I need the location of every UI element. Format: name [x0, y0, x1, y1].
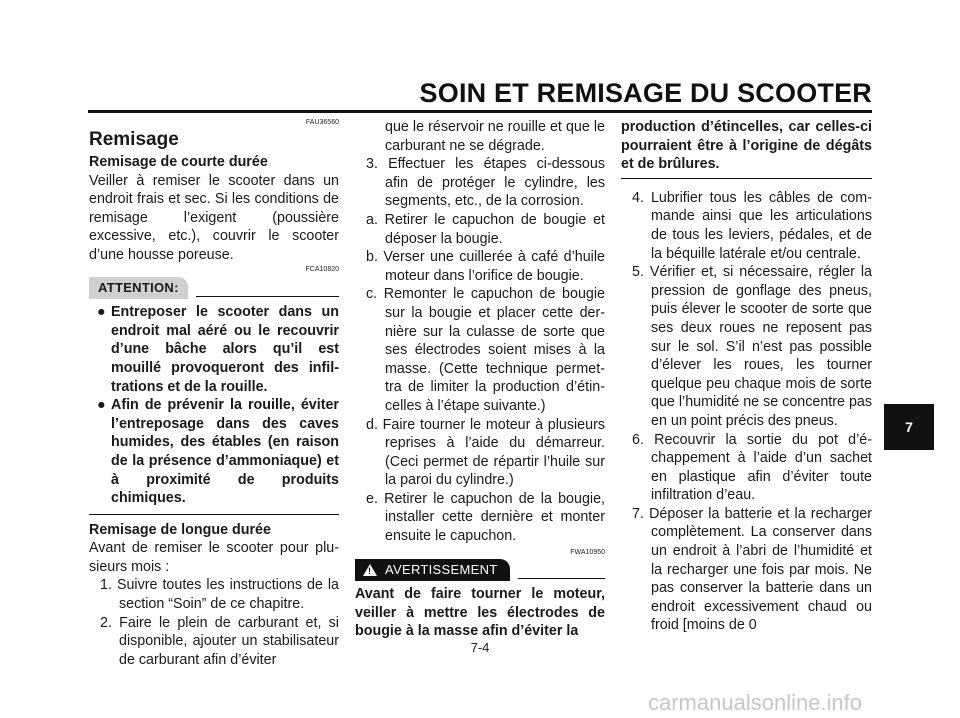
- header-rule: [88, 110, 872, 113]
- substep-letter: b.: [366, 249, 378, 266]
- substep-text: Verser une cuillerée à café d’huile moteur dans l’orifice de bougie.: [383, 249, 605, 284]
- step-number: 5.: [632, 264, 644, 281]
- step-item: [621, 431, 872, 505]
- substep-letter: c.: [366, 286, 378, 303]
- caution-end-rule: [89, 514, 339, 515]
- step-text: Déposer la batterie et la recharger complètement. La conserver dans un endroit à l’abri de l’humidité et la recharger une fois par mois. Ne pas conserver la batterie dans un endroit excessivement chaud ou froid [moins de 0: [649, 505, 872, 634]
- caution-label: ATTENTION:: [89, 277, 188, 300]
- page-number: 7-4: [470, 640, 490, 655]
- step-number: 6.: [632, 431, 644, 448]
- reference-code: FAU36560: [305, 119, 339, 126]
- warning-text: Avant de faire tourner le moteur, veiller à mettre les électrodes de bougie à la masse afin d’éviter la: [355, 586, 605, 640]
- substep-item: [355, 248, 605, 285]
- substep-text: Faire tourner le moteur à plusieurs reprises à l’aide du démarreur. (Ceci permet de répartir l’huile sur la paroi du cylindre.): [382, 416, 605, 489]
- warning-rule: [518, 578, 606, 579]
- substep-letter: a.: [366, 211, 378, 228]
- substep-item: [355, 285, 605, 415]
- column-3: [621, 118, 872, 635]
- substep-letter: d.: [366, 416, 378, 433]
- caution-code: FCA10820: [305, 265, 339, 273]
- caution-heading: [89, 277, 339, 300]
- subsection-title-long-term: Remisage de longue durée: [89, 521, 271, 538]
- warning-code: FWA10950: [570, 548, 605, 556]
- long-term-text: Avant de remiser le scooter pour plusieurs mois :: [89, 540, 339, 575]
- step-text: Faire le plein de carburant et, si disponible, ajouter un stabilisateur de carburant afin d’éviter: [119, 614, 339, 668]
- substep-text: Retirer le capuchon de la bougie, installer cette dernière et monter ensuite le capuchon.: [384, 490, 605, 545]
- caution-rule: [196, 296, 339, 297]
- warning-badge: [355, 559, 510, 582]
- step-item: [89, 576, 339, 613]
- step-number: 3.: [366, 156, 378, 173]
- step-item: [621, 263, 872, 430]
- step-text: Lubrifier tous les câbles de commande ainsi que les articulations de tous les leviers, pédales, et de la béquille latérale et/ou centrale.: [650, 189, 872, 262]
- step-item: [621, 189, 872, 263]
- substep-item: [355, 490, 605, 546]
- warning-heading: [355, 559, 605, 582]
- step-number: 2.: [100, 614, 112, 631]
- bullet-icon: ●: [97, 304, 106, 321]
- step-text: Recouvrir la sortie du pot d’échappement à l’aide d’un sachet en plastique afin d’éviter toute infiltration d’eau.: [651, 431, 872, 504]
- step-text: Effectuer les étapes ci-dessous afin de protéger le cylindre, les segments, etc., de la corrosion.: [385, 156, 605, 210]
- substep-item: [355, 416, 605, 490]
- step-number: 1.: [100, 577, 112, 594]
- caution-bullet-text: Afin de prévenir la rouille, éviter l’entreposage dans des caves humides, des étables (en raison de la présence d’ammoniaque) et à proximité de produits chimiques.: [111, 397, 339, 507]
- continued-text: que le réservoir ne rouille et que le carburant ne se dégrade.: [385, 119, 605, 154]
- warning-triangle-icon: !: [363, 564, 377, 576]
- warning-text-continued: production d’étincelles, car celles-ci pourraient être à l’origine de dégâts et de brûlures.: [621, 118, 872, 179]
- short-term-text: Veiller à remiser le scooter dans un endroit frais et sec. Si les conditions de remisage l’exigent (poussière excessive, etc.), couvrir le scooter d’une housse poreuse.: [89, 172, 339, 263]
- step-item: [355, 155, 605, 211]
- step-number: 4.: [632, 189, 644, 206]
- section-title: Remisage: [89, 129, 179, 150]
- step-number: 7.: [632, 505, 644, 522]
- step-text: Vérifier et, si nécessaire, régler la pression de gonflage des pneus, puis élever le scooter de sorte que ses deux roues ne reposent pas sur le sol. S’il n’est pas possible d’élever les roues, les tourner quelque peu chaque mois de sorte que l’humidité ne se concentre pas en un point précis des pneus.: [649, 264, 872, 429]
- column-1: [89, 118, 339, 669]
- step-item: [621, 505, 872, 635]
- chapter-tab: 7: [884, 404, 934, 450]
- page-header-title: SOIN ET REMISAGE DU SCOOTER: [419, 78, 872, 108]
- warning-label: AVERTISSEMENT: [385, 561, 498, 577]
- substep-letter: e.: [366, 490, 378, 507]
- substep-item: [355, 211, 605, 248]
- watermark: carmanualsonline.info: [648, 690, 863, 715]
- column-2: [355, 118, 605, 641]
- step-text: Suivre toutes les instructions de la section “Soin” de ce chapitre.: [116, 577, 339, 613]
- subsection-title-short-term: Remisage de courte durée: [89, 154, 268, 170]
- step-item: [89, 614, 339, 670]
- substep-text: Remonter le capuchon de bougie sur la bougie et placer cette dernière sur la culasse de sorte que ses électrodes soient mises à la masse. (Cette technique permettra de limiter la production d’étincelles à l’étape suivante.): [383, 286, 605, 414]
- caution-bullet-text: Entreposer le scooter dans un endroit mal aéré ou le recouvrir d’une bâche alors qu’il est mouillé provoqueront des infiltrations et de la rouille.: [111, 304, 339, 395]
- bullet-icon: ●: [97, 397, 106, 414]
- caution-bullet: [89, 396, 339, 508]
- substep-text: Retirer le capuchon de bougie et déposer la bougie.: [384, 211, 605, 247]
- caution-bullet: [89, 303, 339, 396]
